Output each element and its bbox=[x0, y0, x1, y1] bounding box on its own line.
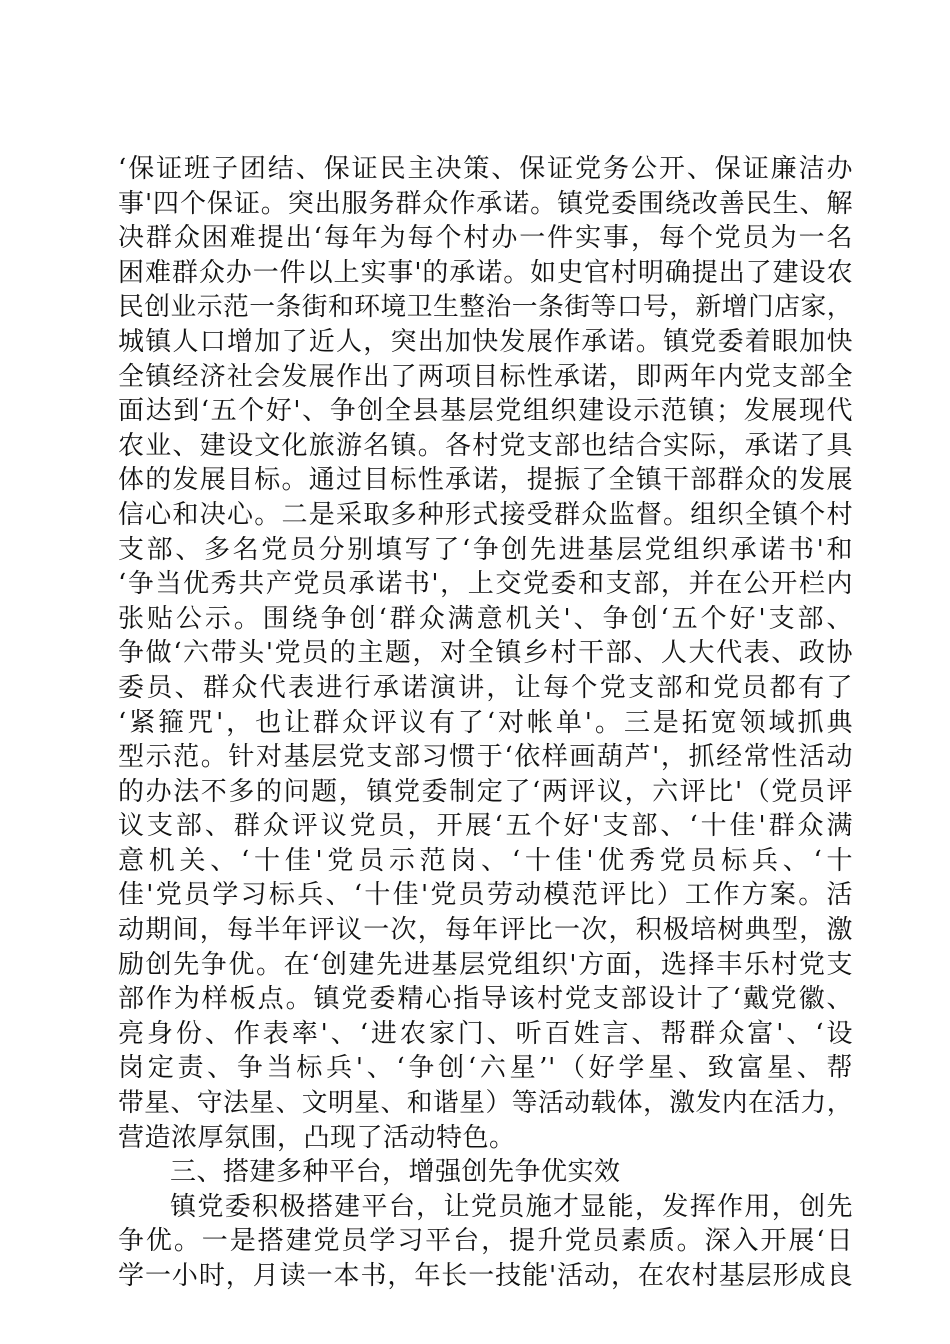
text-line: 决群众困难提出‘每年为每个村办一件实事，每个党员为一名 bbox=[118, 223, 853, 254]
text-line: 全镇经济社会发展作出了两项目标性承诺，即两年内党支部全 bbox=[118, 361, 853, 392]
text-line: ‘争当优秀共产党员承诺书'，上交党委和支部，并在公开栏内 bbox=[118, 569, 853, 600]
text-line: ‘紧箍咒'，也让群众评议有了‘对帐单'。三是拓宽领域抓典 bbox=[118, 707, 853, 738]
text-line: 部作为样板点。镇党委精心指导该村党支部设计了‘戴党徽、 bbox=[118, 984, 853, 1015]
text-line: 意机关、‘十佳'党员示范岗、‘十佳'优秀党员标兵、‘十 bbox=[118, 845, 853, 876]
text-line: 亮身份、作表率'、‘进农家门、听百姓言、帮群众富'、‘设 bbox=[118, 1018, 853, 1049]
text-line: 张贴公示。围绕争创‘群众满意机关'、争创‘五个好'支部、 bbox=[118, 603, 853, 634]
text-line: 镇党委积极搭建平台，让党员施才显能，发挥作用，创先 bbox=[170, 1191, 853, 1222]
text-line: 议支部、群众评议党员，开展‘五个好'支部、‘十佳'群众满 bbox=[118, 811, 853, 842]
text-line: 的办法不多的问题，镇党委制定了‘两评议，六评比'（党员评 bbox=[118, 776, 853, 807]
text-line: 委员、群众代表进行承诺演讲，让每个党支部和党员都有了 bbox=[118, 672, 853, 703]
text-line: 民创业示范一条街和环境卫生整治一条街等口号，新增门店家， bbox=[118, 292, 853, 323]
text-line: 困难群众办一件以上实事'的承诺。如史官村明确提出了建设农 bbox=[118, 257, 853, 288]
text-line: 争做‘六带头'党员的主题，对全镇乡村干部、人大代表、政协 bbox=[118, 638, 853, 669]
text-line: 营造浓厚氛围，凸现了活动特色。 bbox=[118, 1122, 516, 1153]
text-line: 信心和决心。二是采取多种形式接受群众监督。组织全镇个村 bbox=[118, 499, 853, 530]
text-line: 农业、建设文化旅游名镇。各村党支部也结合实际，承诺了具 bbox=[118, 430, 853, 461]
text-line: 争优。一是搭建党员学习平台，提升党员素质。深入开展‘日 bbox=[118, 1226, 853, 1257]
text-line: 学一小时，月读一本书，年长一技能'活动，在农村基层形成良 bbox=[118, 1261, 853, 1291]
text-line: 励创先争优。在‘创建先进基层党组织'方面，选择丰乐村党支 bbox=[118, 949, 853, 980]
text-line: 岗定责、争当标兵'、‘争创‘六星’'（好学星、致富星、帮 bbox=[118, 1053, 853, 1084]
text-line: 事'四个保证。突出服务群众作承诺。镇党委围绕改善民生、解 bbox=[118, 188, 853, 219]
text-line: 体的发展目标。通过目标性承诺，提振了全镇干部群众的发展 bbox=[118, 465, 853, 496]
text-line: 支部、多名党员分别填写了‘争创先进基层党组织承诺书'和 bbox=[118, 534, 853, 565]
text-line: 型示范。针对基层党支部习惯于‘依样画葫芦'，抓经常性活动 bbox=[118, 742, 853, 773]
section-heading: 三、搭建多种平台，增强创先争优实效 bbox=[170, 1157, 621, 1188]
text-line: 城镇人口增加了近人，突出加快发展作承诺。镇党委着眼加快 bbox=[118, 326, 853, 357]
document-body bbox=[118, 152, 853, 1294]
text-line: 面达到‘五个好'、争创全县基层党组织建设示范镇；发展现代 bbox=[118, 396, 853, 427]
text-line: 佳'党员学习标兵、‘十佳'党员劳动模范评比）工作方案。活 bbox=[118, 880, 853, 911]
text-line: 带星、守法星、文明星、和谐星）等活动载体，激发内在活力， bbox=[118, 1088, 853, 1119]
text-line: 动期间，每半年评议一次，每年评比一次，积极培树典型，激 bbox=[118, 915, 853, 946]
text-line: ‘保证班子团结、保证民主决策、保证党务公开、保证廉洁办 bbox=[118, 154, 853, 184]
